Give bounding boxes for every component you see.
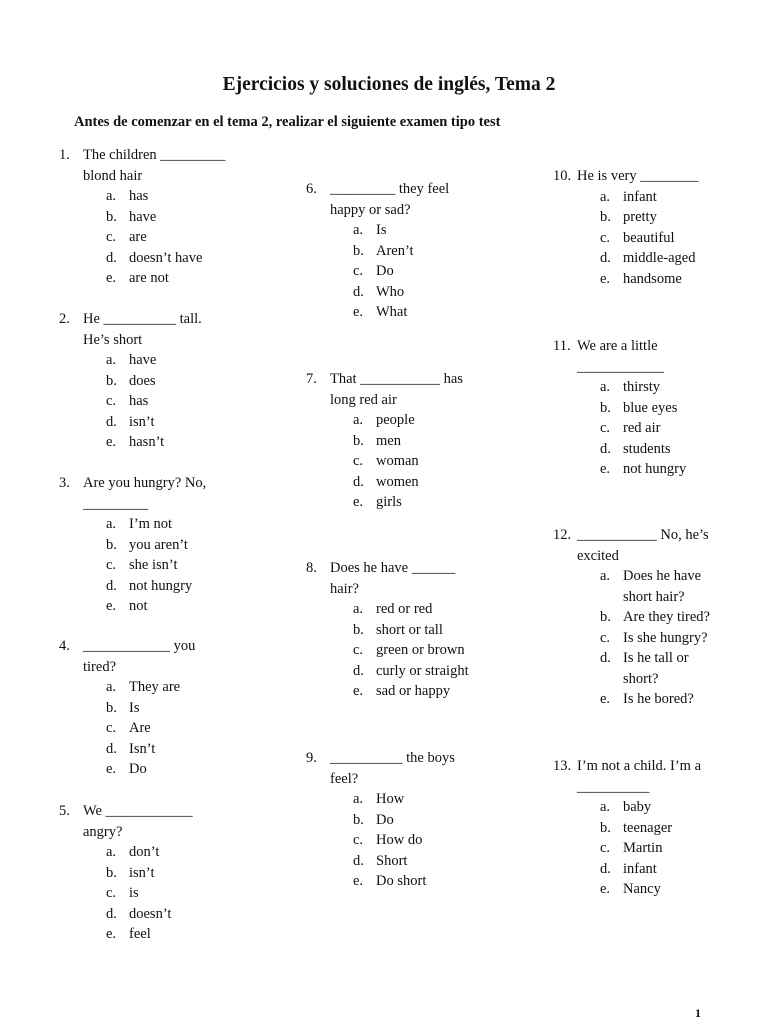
page-subtitle: Antes de comenzar en el tema 2, realizar el siguiente examen tipo test bbox=[74, 114, 501, 130]
option-text: How do bbox=[376, 832, 423, 848]
answer-options bbox=[306, 789, 455, 892]
option-text: have bbox=[129, 208, 157, 225]
question-7 bbox=[306, 369, 463, 513]
answer-option bbox=[106, 904, 193, 925]
question-1 bbox=[59, 145, 226, 289]
option-letter: d. bbox=[106, 413, 117, 430]
question-text-line: long red air bbox=[330, 391, 397, 408]
answer-option bbox=[600, 607, 723, 628]
option-letter: c. bbox=[600, 420, 611, 436]
question-text-line: tired? bbox=[83, 658, 117, 675]
option-letter: a. bbox=[600, 568, 611, 584]
answer-option bbox=[600, 628, 723, 649]
question-text-line: We ____________ bbox=[83, 803, 193, 819]
question-text-line: He is very ________ bbox=[577, 168, 699, 184]
answer-option bbox=[106, 677, 195, 698]
option-letter: d. bbox=[353, 283, 364, 300]
option-text: Is bbox=[376, 222, 387, 238]
option-text: They are bbox=[129, 679, 181, 695]
option-text: has bbox=[129, 393, 149, 409]
question-text-line: happy or sad? bbox=[330, 201, 411, 218]
option-letter: c. bbox=[106, 885, 117, 901]
option-text: Do bbox=[376, 263, 394, 279]
option-text: Are bbox=[129, 720, 151, 736]
option-text: is bbox=[129, 885, 139, 901]
option-text: does bbox=[129, 372, 156, 389]
option-letter: d. bbox=[600, 250, 611, 266]
option-letter: e. bbox=[106, 926, 117, 942]
option-letter: c. bbox=[353, 832, 364, 848]
option-letter: e. bbox=[600, 881, 611, 897]
page-number: 1 bbox=[695, 1006, 701, 1020]
answer-options bbox=[306, 220, 449, 323]
question-number: 6. bbox=[306, 181, 317, 197]
option-letter: d. bbox=[353, 852, 364, 869]
option-text: Aren’t bbox=[376, 242, 414, 259]
option-text: she isn’t bbox=[129, 557, 178, 573]
question-text-line: __________ bbox=[577, 778, 650, 795]
option-text: curly or straight bbox=[376, 662, 469, 679]
answer-option bbox=[600, 859, 701, 880]
answer-option bbox=[353, 681, 469, 702]
option-text: doesn’t bbox=[129, 905, 172, 922]
option-text: What bbox=[376, 304, 408, 320]
question-6 bbox=[306, 179, 449, 323]
question-text-line: hair? bbox=[330, 580, 359, 597]
answer-option bbox=[353, 261, 449, 282]
option-text: green or brown bbox=[376, 642, 465, 658]
question-text-line: angry? bbox=[83, 823, 123, 840]
option-text: Are they tired? bbox=[623, 609, 710, 625]
question-text-line: The children _________ bbox=[83, 147, 226, 163]
question-number: 1. bbox=[59, 147, 70, 163]
option-text: Is he bored? bbox=[623, 691, 694, 707]
answer-option bbox=[600, 228, 698, 249]
question-text-line: _________ they feel bbox=[330, 181, 450, 197]
option-letter: a. bbox=[353, 601, 364, 617]
answer-option bbox=[353, 282, 449, 303]
answer-option bbox=[106, 514, 206, 535]
option-text: Who bbox=[376, 283, 405, 300]
option-letter: b. bbox=[353, 621, 364, 638]
option-letter: d. bbox=[106, 577, 117, 594]
answer-option bbox=[600, 797, 701, 818]
answer-option bbox=[600, 566, 723, 607]
option-letter: c. bbox=[106, 393, 117, 409]
answer-option bbox=[600, 648, 723, 689]
question-text-line: That ___________ has bbox=[330, 371, 463, 387]
question-10 bbox=[553, 166, 698, 289]
option-letter: b. bbox=[353, 242, 364, 259]
option-letter: e. bbox=[600, 461, 611, 477]
option-text: Martin bbox=[623, 840, 663, 856]
option-text: How bbox=[376, 791, 405, 807]
option-text: red or red bbox=[376, 601, 433, 617]
option-letter: c. bbox=[600, 229, 611, 246]
option-text: Is he tall or short? bbox=[623, 650, 689, 687]
option-letter: c. bbox=[600, 629, 611, 646]
option-text: isn’t bbox=[129, 864, 155, 881]
answer-options bbox=[306, 410, 463, 513]
answer-option bbox=[106, 863, 193, 884]
answer-options bbox=[59, 350, 202, 453]
option-letter: b. bbox=[106, 208, 117, 225]
answer-option bbox=[600, 269, 698, 290]
option-text: I’m not bbox=[129, 516, 173, 532]
question-number: 12. bbox=[553, 527, 572, 543]
option-letter: e. bbox=[353, 304, 364, 320]
option-text: Do short bbox=[376, 873, 427, 889]
question-text-line: feel? bbox=[330, 770, 359, 787]
answer-option bbox=[600, 418, 686, 439]
option-text: girls bbox=[376, 494, 402, 510]
answer-option bbox=[353, 810, 455, 831]
question-5 bbox=[59, 801, 193, 945]
answer-option bbox=[600, 689, 723, 710]
question-9 bbox=[306, 748, 455, 892]
option-text: Does he have short hair? bbox=[623, 568, 702, 605]
answer-option bbox=[600, 398, 686, 419]
option-letter: a. bbox=[106, 352, 117, 368]
option-letter: d. bbox=[106, 740, 117, 757]
option-text: Do bbox=[129, 761, 147, 777]
answer-option bbox=[600, 879, 701, 900]
answer-option bbox=[106, 207, 226, 228]
option-letter: e. bbox=[353, 494, 364, 510]
answer-option bbox=[106, 371, 202, 392]
question-number: 2. bbox=[59, 311, 70, 327]
option-text: sad or happy bbox=[376, 683, 451, 699]
answer-option bbox=[106, 576, 206, 597]
option-text: Do bbox=[376, 811, 394, 828]
option-letter: a. bbox=[353, 222, 364, 238]
option-text: women bbox=[376, 473, 419, 490]
answer-options bbox=[553, 377, 686, 480]
option-text: red air bbox=[623, 420, 661, 436]
question-text-line: Does he have ______ bbox=[330, 560, 456, 576]
answer-option bbox=[106, 432, 202, 453]
question-text-line: He __________ tall. bbox=[83, 311, 202, 327]
option-text: not bbox=[129, 598, 148, 614]
option-text: blue eyes bbox=[623, 399, 678, 416]
question-number: 13. bbox=[553, 758, 572, 774]
option-text: infant bbox=[623, 188, 657, 205]
answer-option bbox=[106, 412, 202, 433]
option-letter: d. bbox=[600, 440, 611, 457]
answer-options bbox=[553, 797, 701, 900]
option-letter: a. bbox=[600, 379, 611, 395]
option-letter: a. bbox=[600, 799, 611, 815]
option-letter: a. bbox=[600, 188, 611, 205]
question-text-line: ____________ you bbox=[83, 638, 196, 654]
answer-options bbox=[553, 187, 698, 290]
answer-option bbox=[106, 883, 193, 904]
answer-option bbox=[353, 220, 449, 241]
answer-option bbox=[600, 377, 686, 398]
answer-option bbox=[600, 439, 686, 460]
option-letter: d. bbox=[353, 473, 364, 490]
option-text: Short bbox=[376, 852, 408, 869]
option-text: feel bbox=[129, 926, 151, 942]
question-text-line: Are you hungry? No, bbox=[83, 475, 207, 491]
option-letter: d. bbox=[106, 249, 117, 266]
option-text: not hungry bbox=[129, 577, 193, 594]
answer-options bbox=[59, 677, 195, 780]
option-letter: b. bbox=[106, 699, 117, 716]
option-text: don’t bbox=[129, 844, 160, 860]
question-12 bbox=[553, 525, 723, 710]
option-letter: e. bbox=[106, 434, 117, 450]
option-letter: b. bbox=[353, 432, 364, 449]
option-text: Is she hungry? bbox=[623, 629, 708, 646]
option-text: thirsty bbox=[623, 379, 661, 395]
answer-option bbox=[106, 268, 226, 289]
option-text: Nancy bbox=[623, 881, 661, 897]
answer-option bbox=[600, 248, 698, 269]
option-text: pretty bbox=[623, 209, 657, 225]
answer-option bbox=[106, 842, 193, 863]
option-letter: e. bbox=[353, 683, 364, 699]
option-letter: d. bbox=[353, 662, 364, 679]
option-text: beautiful bbox=[623, 229, 675, 246]
answer-option bbox=[353, 472, 463, 493]
answer-option bbox=[106, 350, 202, 371]
question-8 bbox=[306, 558, 469, 702]
answer-options bbox=[553, 566, 723, 710]
option-letter: e. bbox=[106, 598, 117, 614]
option-text: Is bbox=[129, 699, 140, 716]
option-letter: d. bbox=[600, 860, 611, 877]
option-text: not hungry bbox=[623, 461, 687, 477]
option-text: are not bbox=[129, 270, 169, 286]
option-letter: b. bbox=[106, 536, 117, 553]
option-text: doesn’t have bbox=[129, 249, 203, 266]
option-text: are bbox=[129, 229, 147, 245]
option-letter: c. bbox=[353, 642, 364, 658]
answer-option bbox=[353, 241, 449, 262]
answer-options bbox=[306, 599, 469, 702]
answer-option bbox=[106, 186, 226, 207]
question-number: 5. bbox=[59, 803, 70, 819]
answer-option bbox=[600, 838, 701, 859]
option-text: middle-aged bbox=[623, 250, 696, 266]
option-letter: a. bbox=[353, 791, 364, 807]
answer-option bbox=[353, 302, 449, 323]
question-text-line: excited bbox=[577, 547, 619, 564]
question-number: 9. bbox=[306, 750, 317, 766]
option-text: Isn’t bbox=[129, 740, 156, 757]
option-letter: c. bbox=[106, 229, 117, 245]
option-letter: e. bbox=[106, 761, 117, 777]
option-text: hasn’t bbox=[129, 434, 165, 450]
answer-option bbox=[353, 620, 469, 641]
answer-option bbox=[353, 410, 463, 431]
answer-option bbox=[106, 739, 195, 760]
question-text-line: blond hair bbox=[83, 167, 143, 184]
answer-option bbox=[106, 759, 195, 780]
option-text: teenager bbox=[623, 819, 673, 836]
question-text-line: He’s short bbox=[83, 331, 143, 348]
option-letter: c. bbox=[106, 557, 117, 573]
answer-option bbox=[600, 207, 698, 228]
answer-options bbox=[59, 186, 226, 289]
answer-option bbox=[353, 830, 455, 851]
option-letter: c. bbox=[600, 840, 611, 856]
option-letter: c. bbox=[353, 453, 364, 469]
answer-option bbox=[353, 599, 469, 620]
option-letter: c. bbox=[353, 263, 364, 279]
page-title: Ejercicios y soluciones de inglés, Tema 2 bbox=[222, 74, 556, 95]
question-number: 10. bbox=[553, 168, 572, 184]
question-text-line: I’m not a child. I’m a bbox=[577, 758, 702, 774]
question-3 bbox=[59, 473, 206, 617]
option-text: baby bbox=[623, 799, 652, 815]
option-text: you aren’t bbox=[129, 536, 188, 553]
option-letter: e. bbox=[600, 270, 611, 287]
option-letter: a. bbox=[106, 844, 117, 860]
option-text: isn’t bbox=[129, 413, 155, 430]
option-letter: c. bbox=[106, 720, 117, 736]
option-letter: b. bbox=[600, 819, 611, 836]
option-letter: e. bbox=[106, 270, 117, 286]
answer-option bbox=[600, 459, 686, 480]
option-text: students bbox=[623, 440, 671, 457]
answer-option bbox=[600, 818, 701, 839]
question-11 bbox=[553, 336, 686, 480]
option-letter: a. bbox=[106, 679, 117, 695]
question-text-line: __________ the boys bbox=[330, 750, 455, 766]
answer-option bbox=[353, 640, 469, 661]
answer-options bbox=[59, 842, 193, 945]
question-4 bbox=[59, 636, 195, 780]
question-text-line: We are a little bbox=[577, 338, 658, 354]
answer-option bbox=[353, 871, 455, 892]
answer-option bbox=[353, 451, 463, 472]
answer-option bbox=[106, 227, 226, 248]
option-letter: a. bbox=[353, 412, 364, 428]
question-text-line: ____________ bbox=[577, 358, 664, 375]
answer-options bbox=[59, 514, 206, 617]
question-number: 8. bbox=[306, 560, 317, 576]
question-text-line: _________ bbox=[83, 495, 149, 512]
answer-option bbox=[600, 187, 698, 208]
option-letter: d. bbox=[600, 650, 611, 666]
option-letter: e. bbox=[353, 873, 364, 889]
option-text: has bbox=[129, 188, 149, 204]
option-letter: d. bbox=[106, 905, 117, 922]
option-letter: e. bbox=[600, 691, 611, 707]
question-text-line: ___________ No, he’s bbox=[577, 527, 709, 543]
option-text: men bbox=[376, 432, 401, 449]
question-number: 3. bbox=[59, 475, 70, 491]
question-number: 11. bbox=[553, 338, 571, 354]
option-text: woman bbox=[376, 453, 419, 469]
answer-option bbox=[106, 248, 226, 269]
answer-option bbox=[353, 789, 455, 810]
answer-option bbox=[353, 492, 463, 513]
answer-option bbox=[353, 661, 469, 682]
answer-option bbox=[106, 718, 195, 739]
answer-option bbox=[106, 924, 193, 945]
answer-option bbox=[106, 555, 206, 576]
option-letter: b. bbox=[600, 399, 611, 416]
option-text: people bbox=[376, 412, 415, 428]
answer-option bbox=[106, 698, 195, 719]
answer-option bbox=[106, 535, 206, 556]
question-number: 4. bbox=[59, 638, 70, 654]
question-13 bbox=[553, 756, 701, 900]
option-letter: b. bbox=[600, 609, 611, 625]
option-text: have bbox=[129, 352, 157, 368]
question-number: 7. bbox=[306, 371, 317, 387]
answer-option bbox=[353, 431, 463, 452]
option-text: short or tall bbox=[376, 621, 443, 638]
answer-option bbox=[353, 851, 455, 872]
answer-option bbox=[106, 391, 202, 412]
option-letter: b. bbox=[106, 864, 117, 881]
option-letter: a. bbox=[106, 516, 117, 532]
option-text: infant bbox=[623, 860, 657, 877]
option-letter: b. bbox=[353, 811, 364, 828]
option-text: handsome bbox=[623, 270, 682, 287]
question-2 bbox=[59, 309, 202, 453]
option-letter: a. bbox=[106, 188, 117, 204]
answer-option bbox=[106, 596, 206, 617]
option-letter: b. bbox=[106, 372, 117, 389]
option-letter: b. bbox=[600, 209, 611, 225]
